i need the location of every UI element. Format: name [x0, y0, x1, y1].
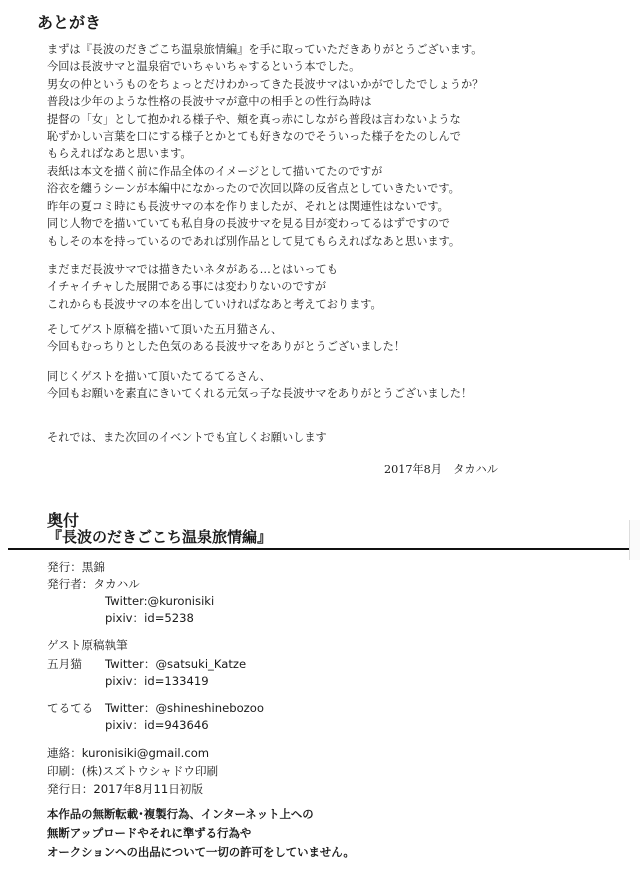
text-line: 同じ人物でを描いていても私自身の長波サマを見る目が変わってるはずですので — [47, 217, 450, 231]
book-title: 『長波のだきごこち温泉旅情編』 — [47, 528, 273, 546]
text-line: これからも長波サマの本を出していければなあと考えております。 — [47, 297, 382, 311]
guest2-name: てるてる — [47, 701, 94, 715]
guest2-twitter: Twitter：@shineshinebozoo — [105, 701, 264, 715]
author-twitter: Twitter:@kuronisiki — [105, 594, 215, 608]
page-edge-shadow — [629, 520, 640, 560]
warning-line: オークションへの出品について一切の許可をしていません。 — [47, 845, 355, 859]
text-line: 今回は長波サマと温泉宿でいちゃいちゃするという本でした。 — [47, 60, 361, 74]
guest1-name: 五月猫 — [47, 657, 82, 671]
author-pixiv: pixiv：id=5238 — [105, 611, 194, 625]
text-line: イチャイチャした展開である事には変わりないのですが — [47, 280, 327, 294]
text-line: 恥ずかしい言葉を口にする様子とかとても好きなのでそういった様子をたのしんで — [47, 130, 461, 144]
afterword-heading: あとがき — [37, 13, 102, 32]
text-line: 浴衣を纏うシーンが本編中になかったので次回以降の反省点としていきたいです。 — [47, 182, 460, 196]
afterword-paragraph-3 — [47, 261, 382, 313]
publisher-line: 発行：黒錦 — [47, 560, 105, 574]
afterword-signature: 2017年8月 タカハル — [384, 463, 498, 476]
issue-date-line: 発行日：2017年8月11日初版 — [47, 782, 203, 796]
text-line: 今回もむっちりとした色気のある長波サマをありがとうございました！ — [47, 340, 406, 354]
afterword-paragraph-1 — [47, 41, 483, 198]
warning-line: 本作品の無断転載･複製行為、インターネット上への — [47, 807, 314, 821]
text-line: まだまだ長波サマでは描きたいネタがある…とはいっても — [47, 263, 338, 276]
text-line: もらえればなあと思います。 — [47, 147, 192, 161]
guest1-twitter: Twitter：@satsuki_Katze — [105, 657, 247, 671]
text-line: もしその本を持っているのであれば別作品として見てもらえればなあと思います。 — [47, 234, 461, 248]
text-line: 同じくゲストを描いて頂いたてるてるさん、 — [47, 370, 271, 383]
text-line: まずは『長波のだきごこち温泉旅情編』を手に取っていただきありがとうございます。 — [47, 43, 483, 56]
afterword-paragraph-4 — [47, 321, 405, 356]
afterword-paragraph-5 — [47, 368, 472, 403]
colophon-heading: 奥付 — [47, 511, 80, 530]
guest-heading: ゲスト原稿執筆 — [47, 638, 128, 652]
afterword-paragraph-2 — [47, 198, 460, 250]
contact-line: 連絡：kuronisiki@gmail.com — [47, 746, 210, 760]
text-line: 男女の仲というものをちょっとだけわかってきた長波サマはいかがでしたでしょうか？ — [47, 77, 484, 91]
warning-line: 無断アップロードやそれに準ずる行為や — [47, 826, 252, 840]
copyright-warning — [47, 805, 355, 862]
text-line: 今回もお願いを素直にきいてくれる元気っ子な長波サマをありがとうございました！ — [47, 387, 473, 401]
afterword-paragraph-6 — [47, 429, 327, 446]
author-line: 発行者：タカハル — [47, 577, 140, 591]
text-line: そしてゲスト原稿を描いて頂いた五月猫さん、 — [47, 323, 283, 336]
text-line: 提督の「女」として抱かれる様子や、頬を真っ赤にしながら普段は言わないような — [47, 112, 461, 126]
text-line: 普段は少年のような性格の長波サマが意中の相手との性行為時は — [47, 95, 372, 109]
divider-line — [8, 548, 632, 550]
guest1-pixiv: pixiv：id=133419 — [105, 674, 209, 688]
printer-line: 印刷：(株)スズトウシャドウ印刷 — [47, 764, 219, 778]
text-line: 表紙は本文を描く前に作品全体のイメージとして描いてたのですが — [47, 164, 383, 178]
text-line: 昨年の夏コミ時にも長波サマの本を作りましたが、それとは関連性はないです。 — [47, 200, 449, 213]
guest2-pixiv: pixiv：id=943646 — [105, 718, 209, 732]
text-line: それでは、また次回のイベントでも宜しくお願いします — [47, 431, 327, 444]
